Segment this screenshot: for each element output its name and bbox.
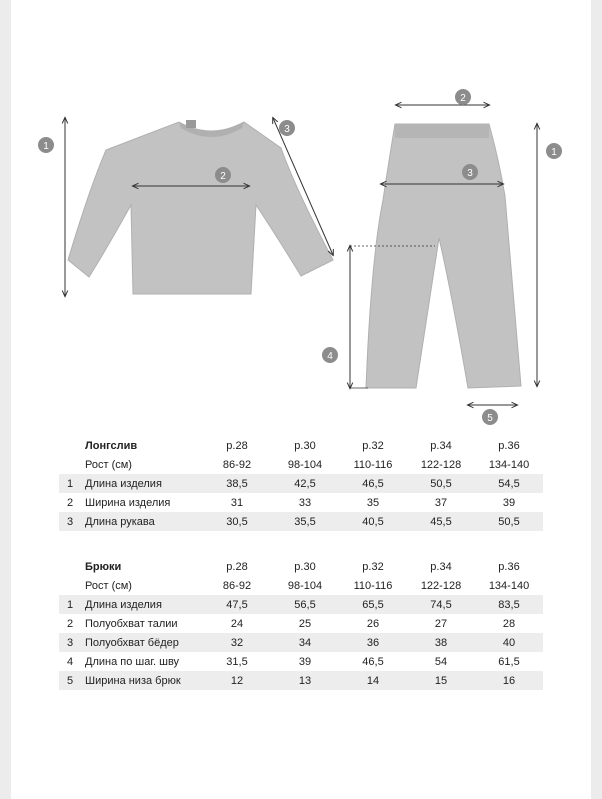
- table-cell: 24: [203, 614, 271, 633]
- table-cell: 98-104: [271, 455, 339, 474]
- table-cell: 83,5: [475, 595, 543, 614]
- table-cell: 35: [339, 493, 407, 512]
- table-cell: 39: [271, 652, 339, 671]
- badge-pants-3: [462, 164, 478, 180]
- table-cell: 54: [407, 652, 475, 671]
- table-cell: 15: [407, 671, 475, 690]
- badge-pants-4: [322, 347, 338, 363]
- size-label: р.28: [203, 557, 271, 576]
- row-index: 1: [59, 474, 81, 493]
- size-label: р.30: [271, 436, 339, 455]
- svg-text:1: 1: [43, 141, 49, 152]
- pants-shape: [366, 124, 521, 388]
- table-cell: 31,5: [203, 652, 271, 671]
- svg-text:2: 2: [220, 171, 226, 182]
- table-row: [59, 633, 543, 652]
- pants-header-row: [59, 557, 543, 576]
- table-cell: 27: [407, 614, 475, 633]
- height-label: Рост (см): [81, 576, 203, 595]
- row-label: Полуобхват талии: [81, 614, 203, 633]
- table-cell: 50,5: [475, 512, 543, 531]
- table-cell: 86-92: [203, 576, 271, 595]
- table-cell: 25: [271, 614, 339, 633]
- svg-text:5: 5: [487, 413, 493, 424]
- size-label: р.34: [407, 436, 475, 455]
- table-cell: 40: [475, 633, 543, 652]
- table-cell: 86-92: [203, 455, 271, 474]
- longsleeve-title: Лонгслив: [81, 436, 203, 455]
- table-row: [59, 671, 543, 690]
- table-cell: 56,5: [271, 595, 339, 614]
- table-row: [59, 512, 543, 531]
- table-cell: 98-104: [271, 576, 339, 595]
- garment-illustration: [11, 0, 591, 430]
- height-row: [59, 576, 543, 595]
- table-cell: 26: [339, 614, 407, 633]
- table-cell: 74,5: [407, 595, 475, 614]
- table-cell: 50,5: [407, 474, 475, 493]
- table-cell: 47,5: [203, 595, 271, 614]
- badge-shirt-3: [279, 120, 295, 136]
- waistband-shape: [395, 124, 489, 138]
- table-cell: 40,5: [339, 512, 407, 531]
- row-label: Полуобхват бёдер: [81, 633, 203, 652]
- row-index: 2: [59, 493, 81, 512]
- badge-pants-2: [455, 89, 471, 105]
- svg-text:3: 3: [284, 124, 290, 135]
- size-label: р.32: [339, 557, 407, 576]
- table-row: [59, 493, 543, 512]
- table-row: [59, 595, 543, 614]
- row-index: 1: [59, 595, 81, 614]
- row-index: 5: [59, 671, 81, 690]
- table-cell: 13: [271, 671, 339, 690]
- table-row: [59, 474, 543, 493]
- badge-pants-1: [546, 143, 562, 159]
- height-label: Рост (см): [81, 455, 203, 474]
- table-cell: 32: [203, 633, 271, 652]
- longsleeve-shape: [68, 122, 333, 294]
- row-label: Длина по шаг. шву: [81, 652, 203, 671]
- table-cell: 46,5: [339, 474, 407, 493]
- row-label: Длина изделия: [81, 595, 203, 614]
- row-index: 4: [59, 652, 81, 671]
- table-cell: 16: [475, 671, 543, 690]
- badge-pants-5: [482, 409, 498, 425]
- svg-text:1: 1: [551, 147, 557, 158]
- row-label: Ширина низа брюк: [81, 671, 203, 690]
- row-index: 3: [59, 512, 81, 531]
- size-label: р.30: [271, 557, 339, 576]
- table-cell: 134-140: [475, 576, 543, 595]
- pants-title: Брюки: [81, 557, 203, 576]
- row-label: Длина изделия: [81, 474, 203, 493]
- table-cell: 61,5: [475, 652, 543, 671]
- badge-shirt-1: [38, 137, 54, 153]
- size-label: р.32: [339, 436, 407, 455]
- size-label: р.36: [475, 436, 543, 455]
- table-cell: 134-140: [475, 455, 543, 474]
- table-row: [59, 652, 543, 671]
- size-chart-page: [11, 0, 591, 799]
- table-cell: 122-128: [407, 576, 475, 595]
- table-cell: 122-128: [407, 455, 475, 474]
- longsleeve-header-row: [59, 436, 543, 455]
- height-row: [59, 455, 543, 474]
- table-cell: 46,5: [339, 652, 407, 671]
- table-cell: 39: [475, 493, 543, 512]
- table-cell: 42,5: [271, 474, 339, 493]
- badge-shirt-2: [215, 167, 231, 183]
- longsleeve-size-table: [59, 436, 543, 531]
- size-label: р.34: [407, 557, 475, 576]
- table-cell: 110-116: [339, 576, 407, 595]
- svg-text:2: 2: [460, 93, 466, 104]
- svg-text:3: 3: [467, 168, 473, 179]
- label-tag: [186, 120, 196, 128]
- table-cell: 34: [271, 633, 339, 652]
- table-cell: 38,5: [203, 474, 271, 493]
- pants-size-table: [59, 557, 543, 690]
- table-cell: 36: [339, 633, 407, 652]
- table-row: [59, 614, 543, 633]
- table-cell: 37: [407, 493, 475, 512]
- table-cell: 38: [407, 633, 475, 652]
- row-label: Длина рукава: [81, 512, 203, 531]
- size-label: р.36: [475, 557, 543, 576]
- table-cell: 54,5: [475, 474, 543, 493]
- table-cell: 30,5: [203, 512, 271, 531]
- row-label: Ширина изделия: [81, 493, 203, 512]
- table-cell: 28: [475, 614, 543, 633]
- table-cell: 110-116: [339, 455, 407, 474]
- svg-text:4: 4: [327, 351, 333, 362]
- table-cell: 12: [203, 671, 271, 690]
- table-cell: 35,5: [271, 512, 339, 531]
- table-cell: 33: [271, 493, 339, 512]
- table-cell: 65,5: [339, 595, 407, 614]
- row-index: 3: [59, 633, 81, 652]
- table-cell: 31: [203, 493, 271, 512]
- row-index: 2: [59, 614, 81, 633]
- table-cell: 14: [339, 671, 407, 690]
- size-label: р.28: [203, 436, 271, 455]
- table-cell: 45,5: [407, 512, 475, 531]
